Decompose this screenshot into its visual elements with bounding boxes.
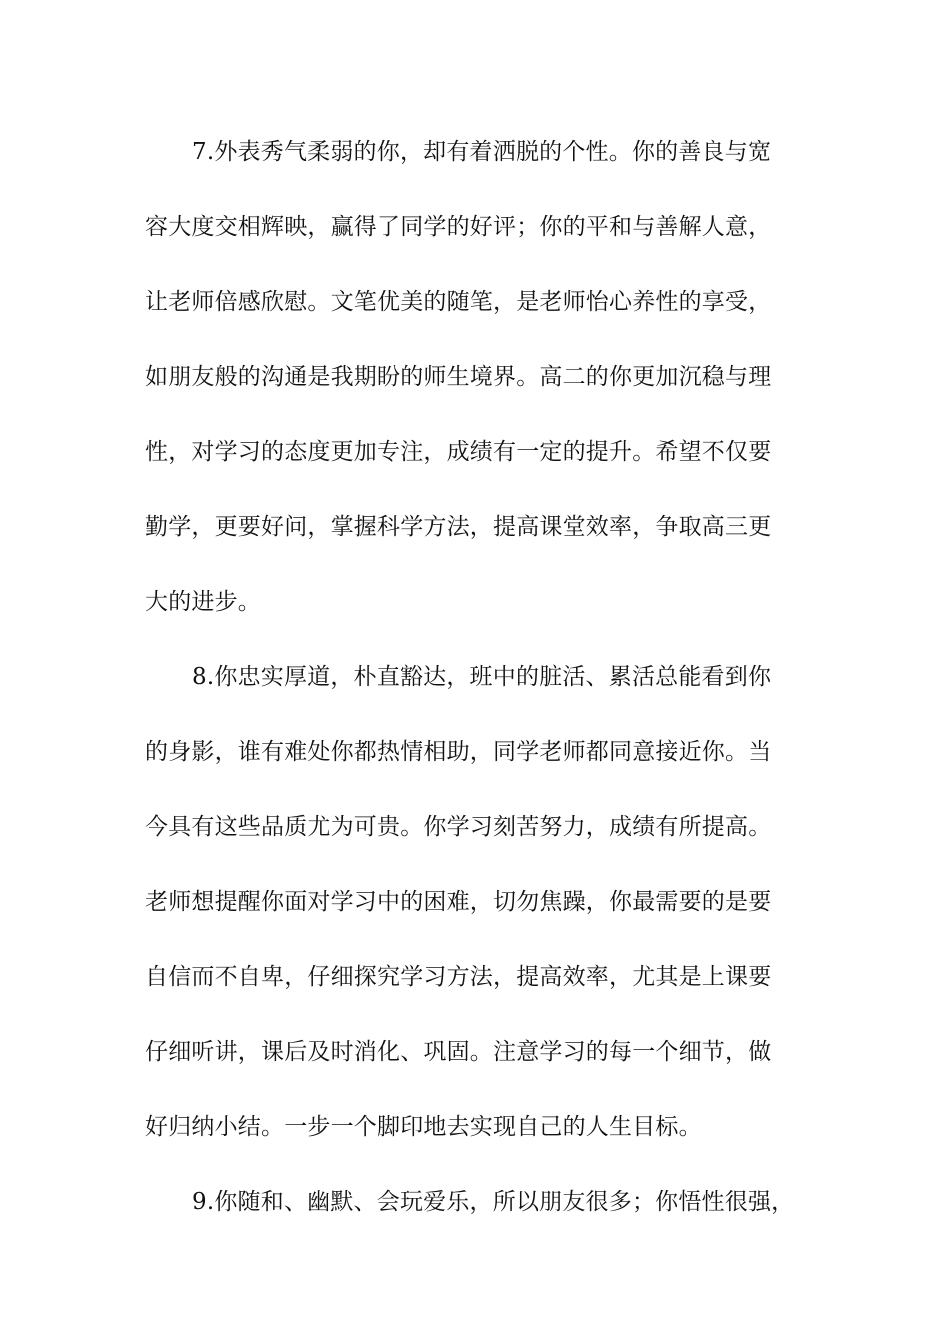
paragraph-8-line-1: 8.你忠实厚道，朴直豁达，班中的脏活、累活总能看到你 <box>192 664 772 690</box>
paragraph-8-line-7: 好归纳小结。一步一个脚印地去实现自己的人生目标。 <box>145 1114 702 1140</box>
paragraph-7-line-5: 性，对学习的态度更加专注，成绩有一定的提升。希望不仅要 <box>145 439 772 465</box>
paragraph-7-line-7: 大的进步。 <box>145 589 261 615</box>
paragraph-8-line-5: 自信而不自卑，仔细探究学习方法，提高效率，尤其是上课要 <box>145 964 772 990</box>
paragraph-7-line-3: 让老师倍感欣慰。文笔优美的随笔，是老师怡心养性的享受， <box>145 289 772 315</box>
paragraph-9-line-1: 9.你随和、幽默、会玩爱乐，所以朋友很多；你悟性很强， <box>192 1189 795 1215</box>
paragraph-8-line-3: 今具有这些品质尤为可贵。你学习刻苦努力，成绩有所提高。 <box>145 814 772 840</box>
paragraph-7-line-6: 勤学，更要好问，掌握科学方法，提高课堂效率，争取高三更 <box>145 514 772 540</box>
paragraph-7-line-4: 如朋友般的沟通是我期盼的师生境界。高二的你更加沉稳与理 <box>145 364 772 390</box>
paragraph-8-line-4: 老师想提醒你面对学习中的困难，切勿焦躁，你最需要的是要 <box>145 889 772 915</box>
paragraph-8-line-6: 仔细听讲，课后及时消化、巩固。注意学习的每一个细节，做 <box>145 1039 772 1065</box>
paragraph-7-line-1: 7.外表秀气柔弱的你，却有着洒脱的个性。你的善良与宽 <box>192 139 772 165</box>
paragraph-7-line-2: 容大度交相辉映，赢得了同学的好评；你的平和与善解人意， <box>145 214 772 240</box>
paragraph-8-line-2: 的身影，谁有难处你都热情相助，同学老师都同意接近你。当 <box>145 739 772 765</box>
